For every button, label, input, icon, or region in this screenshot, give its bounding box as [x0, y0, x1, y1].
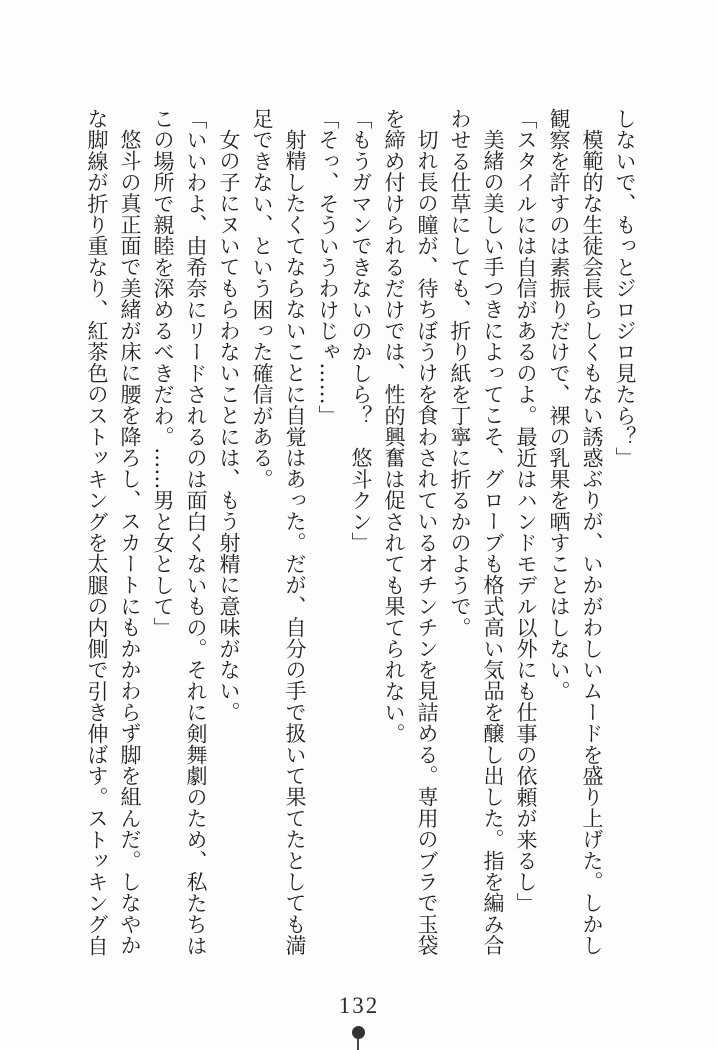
paragraph: 「そっ、そういうわけじゃ……」	[316, 108, 340, 426]
vertical-text-block	[80, 108, 641, 961]
paragraph: 「いいわよ、由希奈にリードされるのは面白くないもの。それに剣舞劇のため、私たちはこの場所で親睦を深めるべきだわ。……男と女として」	[151, 108, 208, 956]
paragraph: 女の子にヌいてもらわないことには、もう射精に意味がない。	[217, 129, 241, 723]
page-number: 132	[338, 993, 380, 1018]
paragraph: 悠斗の真正面で美緒が床に腰を降ろし、スカートにもかかわらず脚を組んだ。しなやかな脚線が折り重なり、紅茶色のストッキングを太腿の内側で引き伸ばす。ストッキング自	[85, 108, 142, 956]
paragraph: 模範的な生徒会長らしくもない誘惑ぶりが、いかがわしいムードを盛り上げた。しかし観察を許すのは素振りだけで、裸の乳果を晒すことはしない。	[547, 108, 604, 956]
paragraph: しないで、もっとジロジロ見たら？」	[613, 108, 637, 469]
paragraph: 美緒の美しい手つきによってこそ、グローブも格式高い気品を醸し出した。指を編み合わせる仕草にしても、折り紙を丁寧に折るかのようで。	[448, 108, 505, 956]
paragraph: 「スタイルには自信があるのよ。最近はハンドモデル以外にも仕事の依頼が来るし」	[514, 108, 538, 914]
paragraph: 「もうガマンできないのかしら？ 悠斗クン」	[349, 108, 373, 554]
paragraph: 射精したくてならないことに自覚はあった。だが、自分の手で扱いて果てたとしても満足できない、という困った確信がある。	[250, 108, 307, 956]
page-marker-dot	[352, 1026, 365, 1039]
paragraph: 切れ長の瞳が、待ちぼうけを食わされているオチンチンを見詰める。専用のブラで玉袋を締め付けられるだけでは、性的興奮は促されても果てられない。	[382, 108, 439, 956]
